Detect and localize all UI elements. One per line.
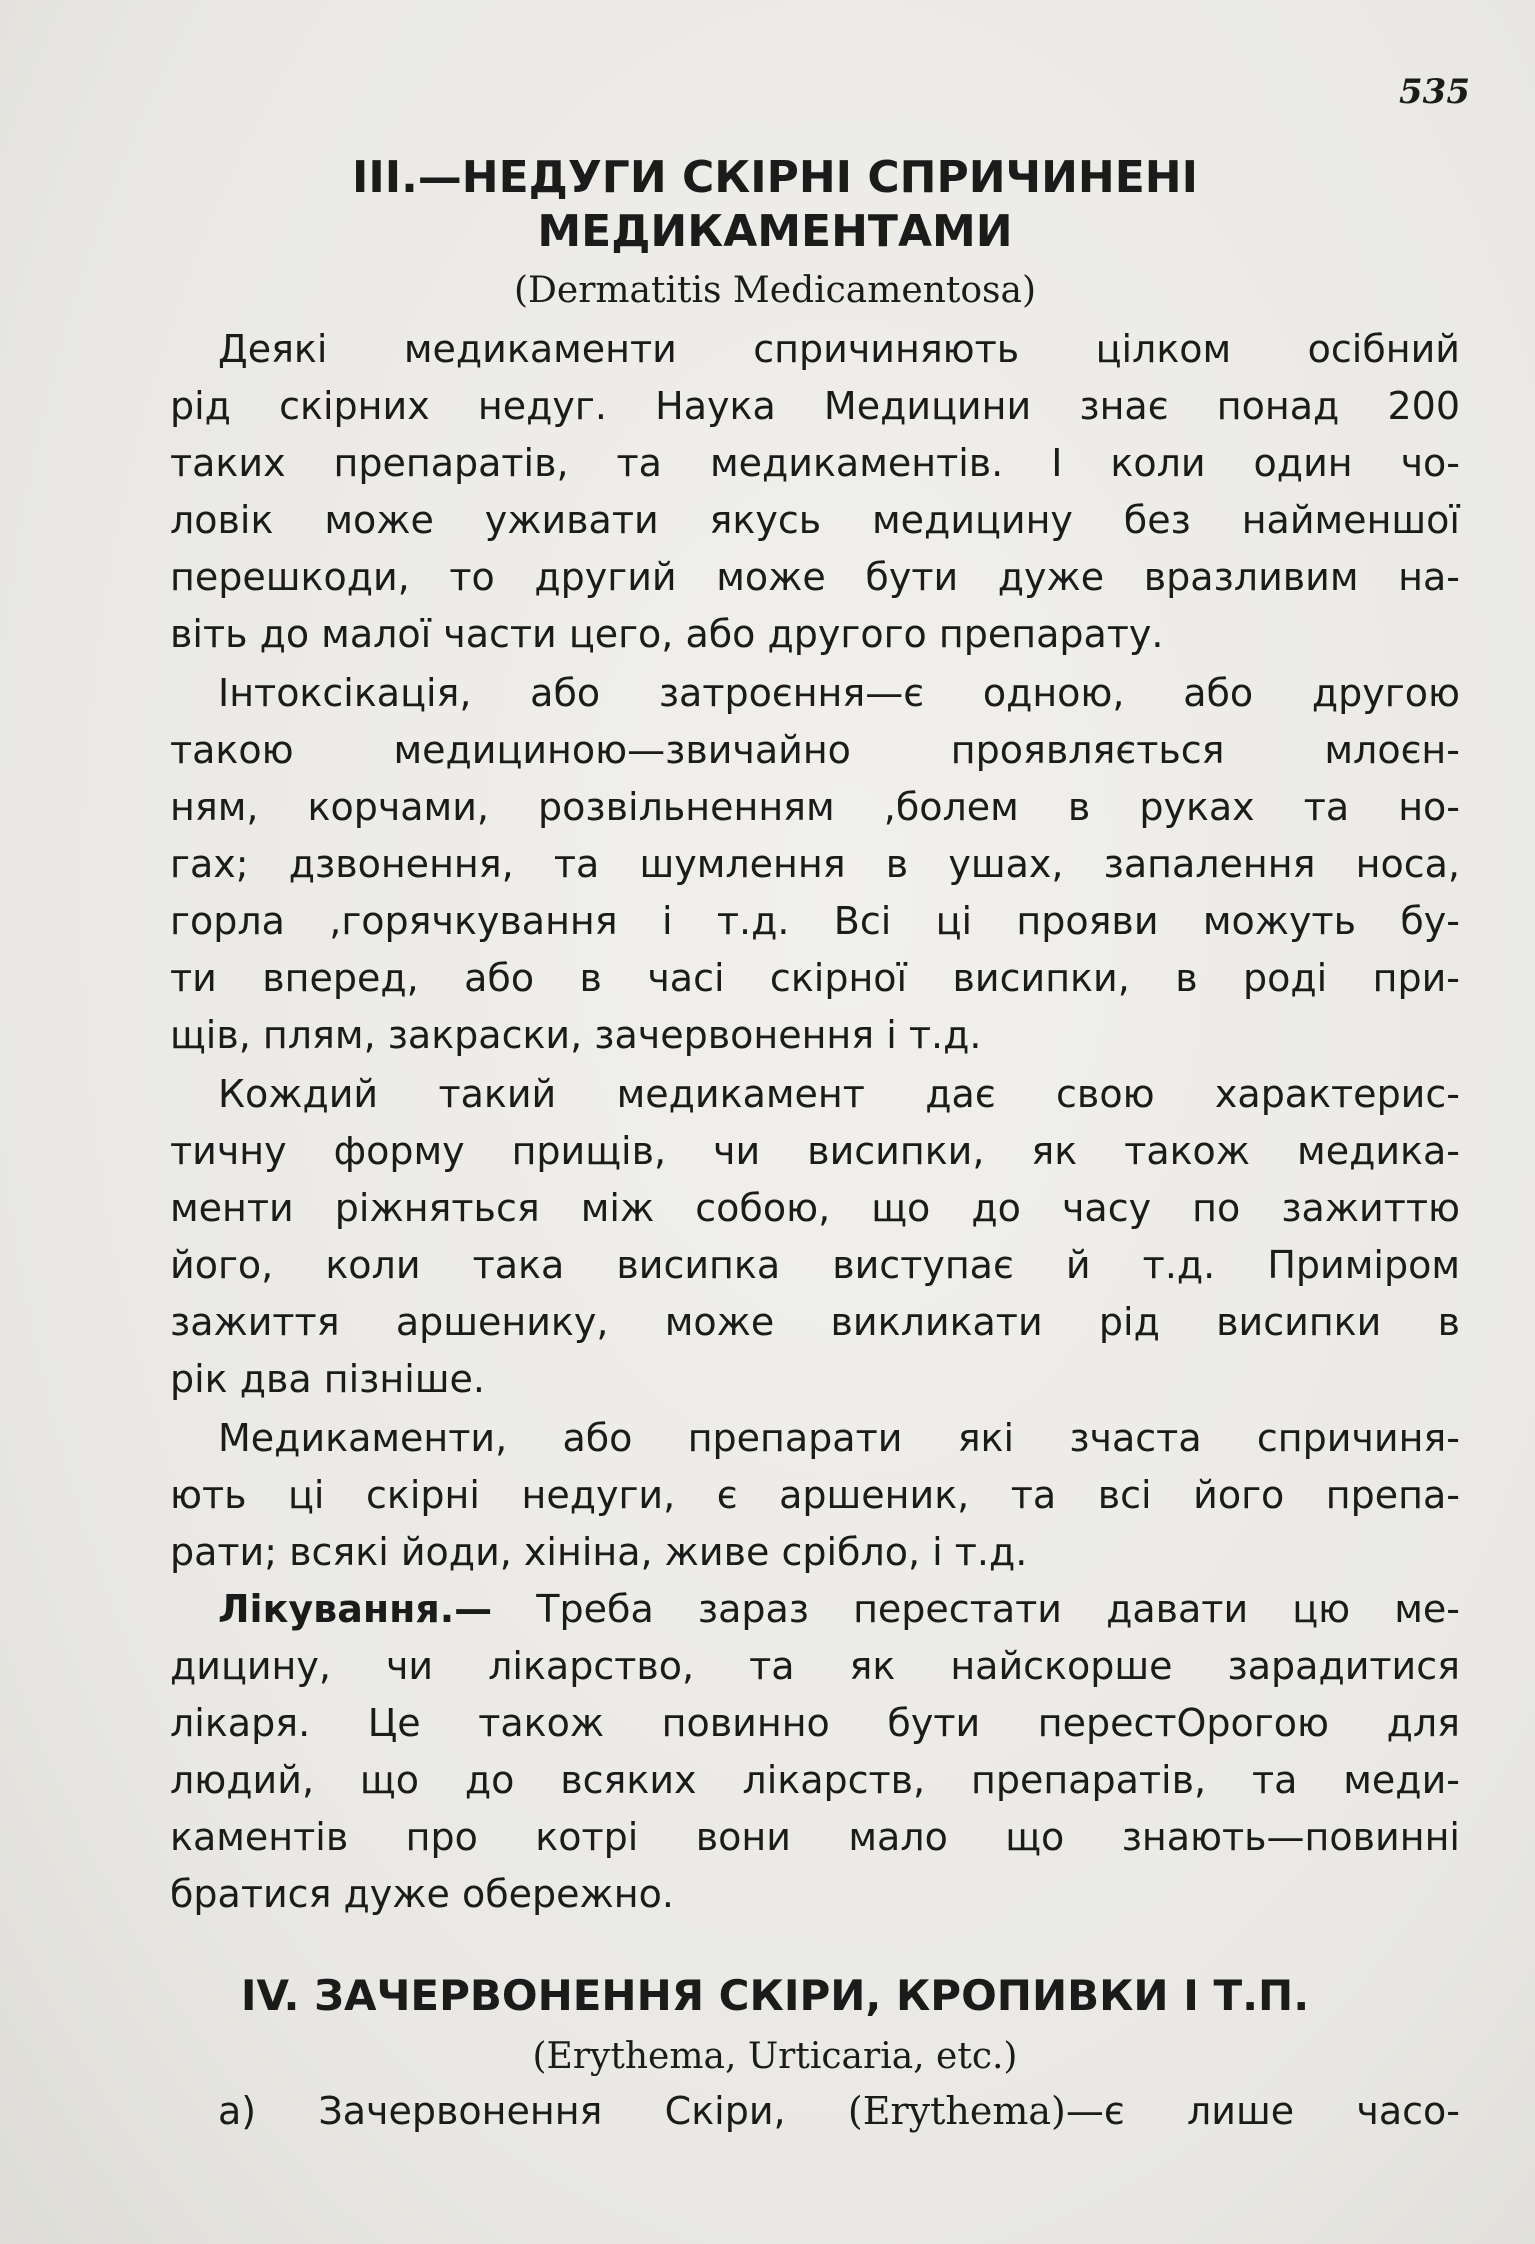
treatment-first-line-text: Треба зараз перестати давати цю ме- <box>492 1587 1460 1631</box>
section-4-latin-subtitle: (Erythema, Urticaria, etc.) <box>532 2036 1018 2077</box>
section-4-first-line <box>218 2088 1460 2134</box>
text-line: рати; всякі йоди, хініна, живе срібло, і т.д. <box>170 1530 1028 1574</box>
text-line: щів, плям, закраски, зачервонення і т.д. <box>170 1013 982 1057</box>
text-line: ням, корчами, розвільненням ,болем в руках та но- <box>170 785 1460 829</box>
section-3-title-line-2: МЕДИКАМЕНТАМИ <box>537 206 1013 257</box>
section-3-title-line-1: III.—НЕДУГИ СКІРНІ СПРИЧИНЕНІ <box>351 152 1199 203</box>
page-number: 535 <box>1399 72 1470 112</box>
text-line: каментів про котрі вони мало що знають—повинні <box>170 1815 1460 1859</box>
section-4-line-suffix: —є лише часо- <box>1065 2089 1460 2133</box>
section-3-latin-subtitle: (Dermatitis Medicamentosa) <box>514 270 1036 311</box>
text-line: лікаря. Це також повинно бути перестОрогою для <box>170 1701 1460 1745</box>
text-line: тичну форму прищів, чи висипки, як також медика- <box>170 1129 1460 1173</box>
text-line: рід скірних недуг. Наука Медицини знає понад 200 <box>170 384 1460 428</box>
text-line: віть до малої части цего, або другого препарату. <box>170 612 1164 656</box>
text-line: Інтоксікація, або затроєння—є одною, або другою <box>218 671 1460 715</box>
text-line: рік два пізніше. <box>170 1357 485 1401</box>
text-line: людий, що до всяких лікарств, препаратів, та меди- <box>170 1758 1460 1802</box>
text-line: такою медициною—звичайно проявляється млоєн- <box>170 728 1460 772</box>
text-line: зажиття аршенику, може викликати рід висипки в <box>170 1300 1460 1344</box>
text-line: Медикаменти, або препарати які зчаста спричиня- <box>218 1416 1460 1460</box>
text-line: менти ріжняться між собою, що до часу по зажиттю <box>170 1186 1460 1230</box>
treatment-label: Лікування.— <box>218 1587 493 1631</box>
text-line: горла ,горячкування і т.д. Всі ці прояви можуть бу- <box>170 899 1460 943</box>
text-line: братися дуже обережно. <box>170 1872 674 1916</box>
text-line: гах; дзвонення, та шумлення в ушах, запалення носа, <box>170 842 1460 886</box>
text-line: Деякі медикаменти спричиняють цілком осібний <box>218 327 1460 371</box>
section-4-title: IV. ЗАЧЕРВОНЕННЯ СКІРИ, КРОПИВКИ І Т.П. <box>240 1971 1310 2020</box>
text-line: дицину, чи лікарство, та як найскорше зарадитися <box>170 1644 1460 1688</box>
section-4-line-prefix: а) Зачервонення Скіри, <box>218 2089 848 2133</box>
text-line: ють ці скірні недуги, є аршеник, та всі його препа- <box>170 1473 1460 1517</box>
treatment-first-line <box>218 1586 1460 1632</box>
text-line: перешкоди, то другий може бути дуже вразливим на- <box>170 555 1460 599</box>
section-4-line-latin: (Erythema) <box>847 2089 1066 2133</box>
text-line: його, коли така висипка виступає й т.д. Приміром <box>170 1243 1460 1287</box>
text-line: таких препаратів, та медикаментів. І коли один чо- <box>170 441 1460 485</box>
text-line: ловік може уживати якусь медицину без найменшої <box>170 498 1460 542</box>
text-line: ти вперед, або в часі скірної висипки, в роді при- <box>170 956 1460 1000</box>
text-line: Кождий такий медикамент дає свою характерис- <box>218 1072 1460 1116</box>
